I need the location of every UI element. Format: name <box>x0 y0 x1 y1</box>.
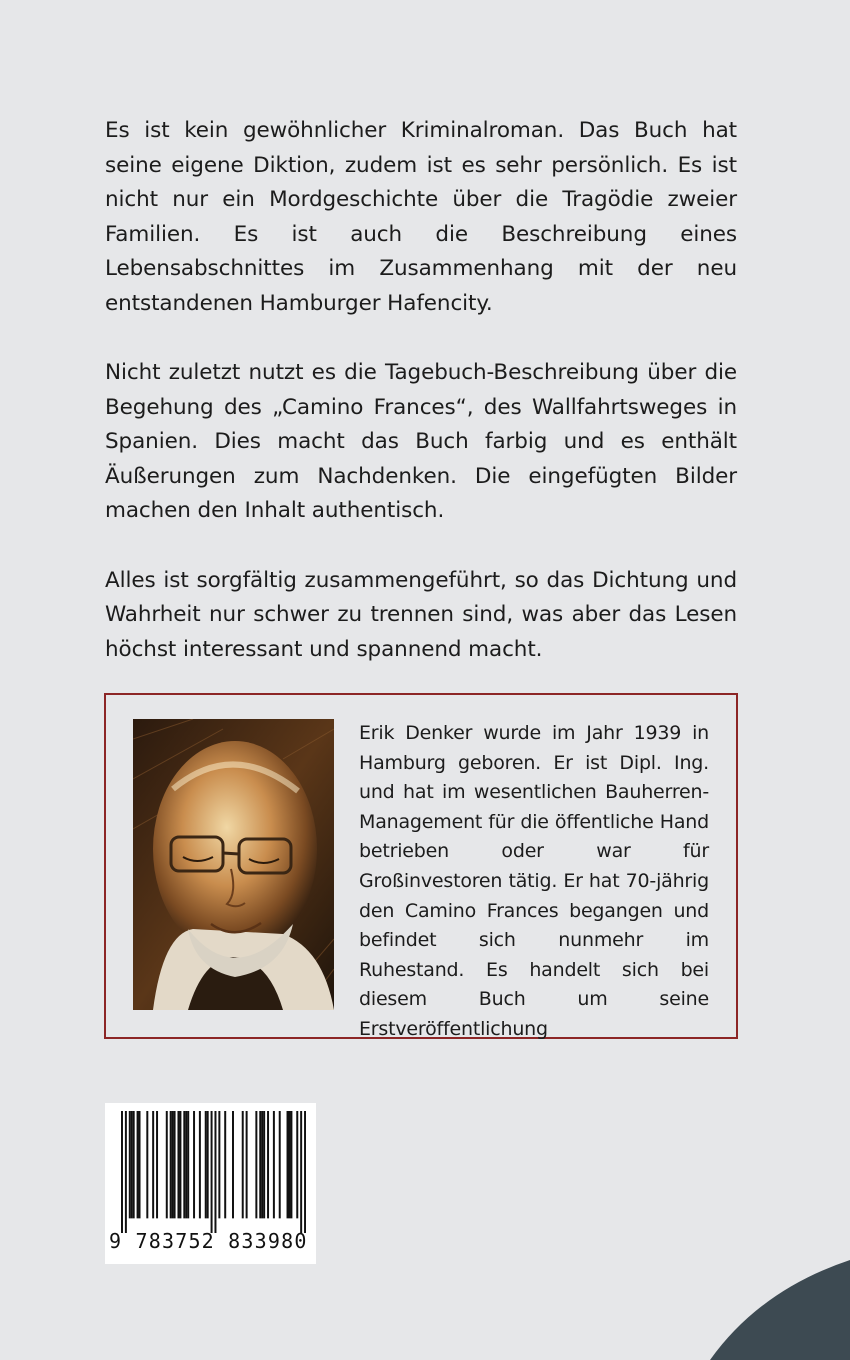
author-bio: Erik Denker wurde im Jahr 1939 in Hamburg geboren. Er ist Dipl. Ing. und hat im wesentlichen Bauherren-Management für die öffentliche Hand betrieben oder war für Großinvestoren tätig. Er hat 70-jährig den Camino Frances begangen und befindet sich nunmehr im Ruhestand. Es handelt sich bei diesem Buch um seine Erstveröffentlichung <box>359 722 709 1040</box>
barcode-bar <box>174 1111 176 1218</box>
barcode-bar <box>267 1111 269 1218</box>
blurb-paragraph-3: Alles ist sorgfältig zusammengeführt, so das Dichtung und Wahrheit nur schwer zu trennen sind, was aber das Lesen höchst interessant und spannend macht. <box>105 567 737 662</box>
barcode-bar <box>125 1111 127 1233</box>
barcode-bar <box>263 1111 265 1218</box>
barcode-bar <box>183 1111 185 1218</box>
barcode-bar <box>261 1111 263 1218</box>
barcode-bar <box>193 1111 195 1218</box>
blurb-paragraph-2: Nicht zuletzt nutzt es die Tagebuch-Beschreibung über die Begehung des „Camino Frances“, des Wallfahrtsweges in Spanien. Dies macht das Buch farbig und es enthält Äußerungen zum Nachdenken. Die eingefügten Bilder machen den Inhalt authentisch. <box>105 360 737 523</box>
barcode-bar <box>152 1111 154 1218</box>
barcode-bar <box>211 1111 213 1233</box>
barcode-bar <box>279 1111 281 1218</box>
barcode-bar <box>156 1111 158 1218</box>
barcode-bar <box>177 1111 179 1218</box>
barcode-bar <box>304 1111 306 1233</box>
barcode-bar <box>242 1111 244 1218</box>
barcode-bar <box>133 1111 135 1218</box>
barcode-bar <box>170 1111 172 1218</box>
barcode-bar <box>129 1111 131 1218</box>
author-photo-illustration <box>133 719 334 1010</box>
corner-swoosh-decoration <box>650 1260 850 1360</box>
barcode-bar <box>121 1111 123 1233</box>
barcode-bar <box>187 1111 189 1218</box>
barcode-bar <box>288 1111 290 1218</box>
barcode-bar <box>131 1111 133 1218</box>
barcode-bar <box>139 1111 141 1218</box>
barcode-bar <box>218 1111 220 1218</box>
author-box <box>104 693 738 1039</box>
barcode-bar <box>246 1111 248 1218</box>
barcode-bar <box>290 1111 292 1218</box>
barcode-bar <box>137 1111 139 1218</box>
barcode-bar <box>273 1111 275 1218</box>
barcode-bar <box>259 1111 261 1218</box>
barcode-bar <box>207 1111 209 1218</box>
barcode-bars <box>121 1111 306 1233</box>
barcode-bar <box>185 1111 187 1218</box>
barcode-bar <box>255 1111 257 1218</box>
barcode-bar <box>232 1111 234 1218</box>
barcode-bar <box>287 1111 289 1218</box>
blurb-text <box>105 114 737 702</box>
barcode-bar <box>146 1111 148 1218</box>
barcode-bar <box>172 1111 174 1218</box>
barcode-bar <box>224 1111 226 1218</box>
barcode-bar <box>199 1111 201 1218</box>
blurb-paragraph-1: Es ist kein gewöhnlicher Kriminalroman. Das Buch hat seine eigene Diktion, zudem ist es sehr persönlich. Es ist nicht nur ein Mordgeschichte über die Tragödie zweier Familien. Es ist auch die Beschreibung eines Lebensabschnittes im Zusammenhang mit der neu entstandenen Hamburger Hafencity. <box>105 118 737 316</box>
isbn-digits: 9 783752 833980 <box>109 1229 308 1253</box>
isbn-barcode <box>105 1103 316 1264</box>
barcode-bar <box>214 1111 216 1233</box>
barcode-bar <box>205 1111 207 1218</box>
author-portrait <box>133 719 334 1010</box>
barcode-bar <box>296 1111 298 1218</box>
barcode-bar <box>300 1111 302 1233</box>
barcode-bar <box>179 1111 181 1218</box>
barcode-bar <box>166 1111 168 1218</box>
